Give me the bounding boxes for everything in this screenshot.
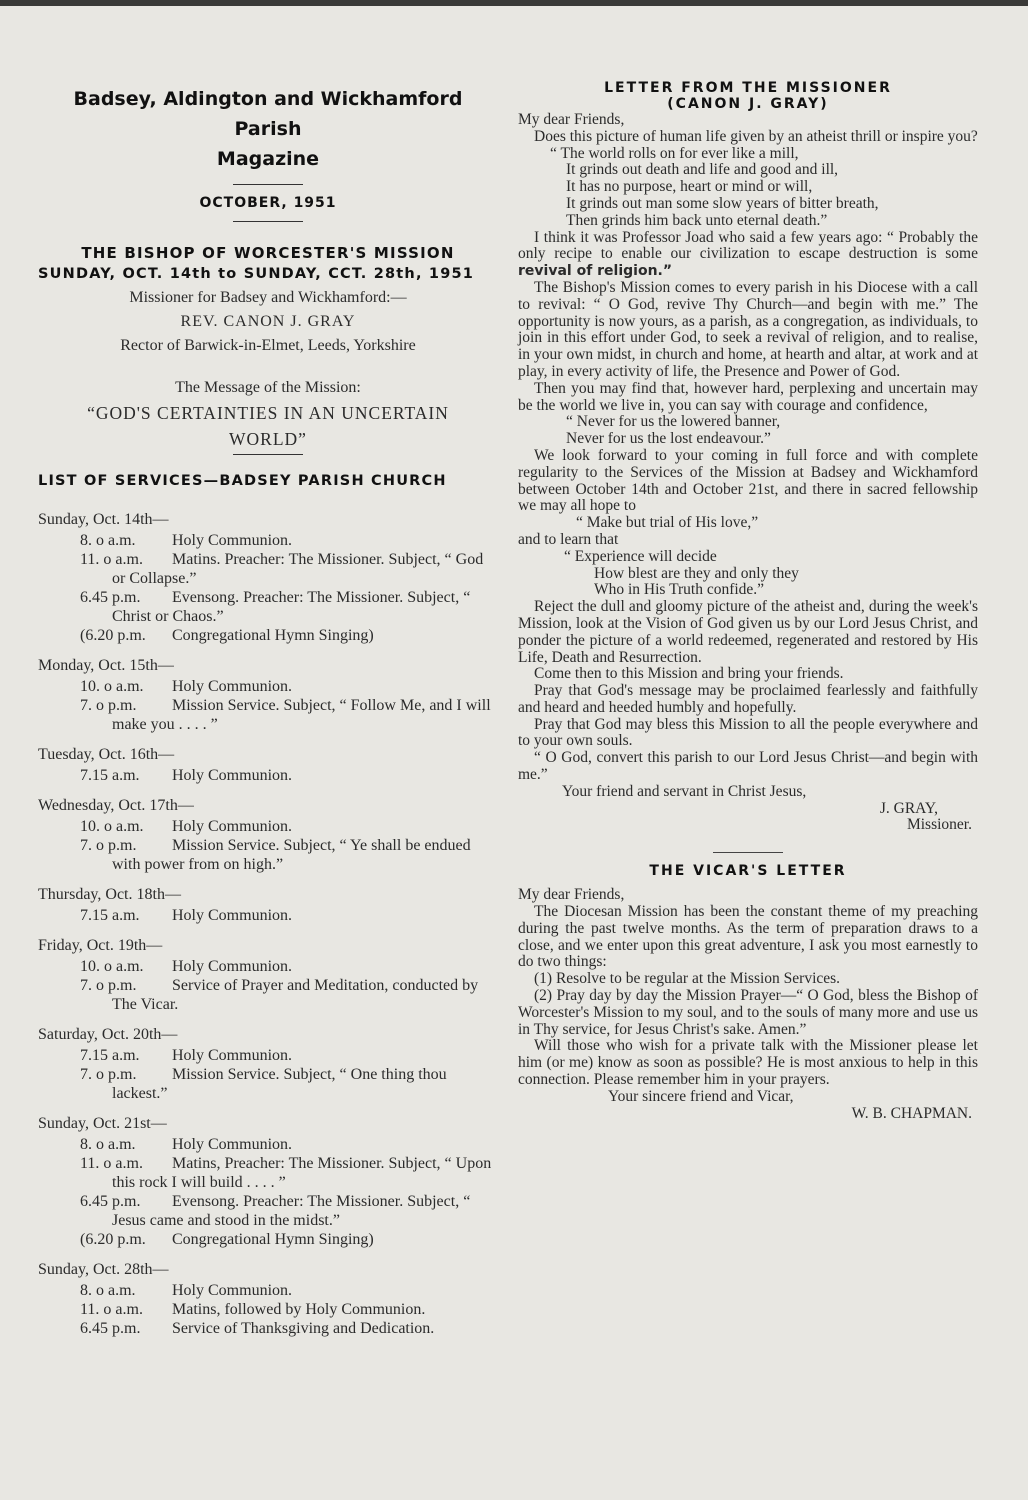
service-entry: [80, 817, 498, 836]
poem-line: How blest are they and only they: [594, 564, 799, 582]
service-entry: [80, 531, 498, 550]
message-line-2: WORLD”: [229, 429, 307, 449]
service-description: Evensong. Preacher: The Missioner. Subject, “ Christ or Chaos.”: [112, 589, 471, 625]
service-description: Holy Communion.: [172, 818, 293, 835]
service-time: 8. o a.m.: [80, 1282, 136, 1299]
service-day-label: Friday, Oct. 19th—: [38, 937, 163, 954]
poem-line: “ Experience will decide: [564, 547, 717, 565]
signature: W. B. CHAPMAN.: [851, 1104, 972, 1122]
missioner-letter-heading: LETTER FROM THE MISSIONER: [604, 80, 892, 96]
service-day-label: Tuesday, Oct. 16th—: [38, 746, 175, 763]
mission-title: THE BISHOP OF WORCESTER'S MISSION: [81, 244, 455, 262]
salutation: My dear Friends,: [518, 886, 625, 904]
paragraph: I think it was Professor Joad who said a few years ago: “ Probably the only recipe to enable our civilization to escape destruction is some revival of religion.”: [518, 228, 978, 280]
service-time: 6.45 p.m.: [80, 589, 141, 606]
service-entry: [80, 1135, 498, 1154]
paragraph: Come then to this Mission and bring your friends.: [534, 665, 844, 683]
revival-emphasis: revival of religion.”: [518, 263, 673, 280]
service-day-label: Sunday, Oct. 28th—: [38, 1261, 169, 1278]
service-description: Mission Service. Subject, “ Ye shall be endued with power from on high.”: [112, 837, 471, 873]
service-entry: [80, 1192, 498, 1230]
signature-role: Missioner.: [906, 816, 972, 834]
service-time: 7. o p.m.: [80, 977, 137, 994]
paragraph: We look forward to your coming in full force and with complete regularity to the Services of the Mission at Badsey and Wickhamford between October 14th and October 21st, and there in sacred fellowship we may all hope to: [518, 446, 978, 515]
missioner-name: REV. CANON J. GRAY: [180, 313, 356, 330]
service-entry: [80, 836, 498, 874]
service-entry: [80, 1065, 498, 1103]
poem: [518, 549, 978, 599]
service-day: [38, 1259, 498, 1338]
service-entry: [80, 1154, 498, 1192]
service-description: Holy Communion.: [172, 958, 293, 975]
service-time: 7.15 a.m.: [80, 907, 140, 924]
service-description: Holy Communion.: [172, 1282, 293, 1299]
service-time: 6.45 p.m.: [80, 1320, 141, 1337]
service-day-label: Sunday, Oct. 21st—: [38, 1115, 167, 1132]
service-day: [38, 509, 498, 645]
poem: [518, 146, 978, 230]
poem-line: “ Make but trial of His love,”: [576, 514, 759, 532]
divider: [233, 221, 303, 222]
service-entry: [80, 626, 498, 645]
service-description: Matins, Preacher: The Missioner. Subject, “ Upon this rock I will build . . . . ”: [112, 1155, 492, 1191]
service-description: Service of Thanksgiving and Dedication.: [172, 1320, 435, 1337]
service-day-label: Thursday, Oct. 18th—: [38, 886, 181, 903]
divider: [233, 454, 303, 455]
service-time: 10. o a.m.: [80, 678, 144, 695]
service-time: 10. o a.m.: [80, 818, 144, 835]
paragraph: Reject the dull and gloomy picture of the atheist and, during the week's Mission, look at the Vision of God given us by our Lord Jesus Christ, and ponder the picture of a world redeemed, regenerated and restored by His Life, Death and Resurrection.: [518, 598, 978, 666]
service-description: Holy Communion.: [172, 907, 293, 924]
service-day-label: Sunday, Oct. 14th—: [38, 511, 169, 528]
vicar-letter-heading: THE VICAR'S LETTER: [649, 863, 847, 880]
poem-line: “ The world rolls on for ever like a mill,: [550, 144, 799, 162]
salutation: My dear Friends,: [518, 111, 625, 128]
poem: [518, 414, 978, 448]
service-entry: [80, 1300, 498, 1319]
service-description: Mission Service. Subject, “ Follow Me, and I will make you . . . . ”: [112, 697, 491, 733]
service-day: [38, 1113, 498, 1249]
missioner-for: Missioner for Badsey and Wickhamford:—: [129, 289, 407, 306]
service-entry: [80, 550, 498, 588]
service-entry: [80, 1046, 498, 1065]
poem-line: It grinds out man some slow years of bitter breath,: [566, 194, 879, 212]
service-time: 11. o a.m.: [80, 1301, 143, 1318]
paragraph: The Diocesan Mission has been the constant theme of my preaching during the past twelve months. As the term of preparation draws to a close, and we enter upon this great adventure, I ask you most earnestly to do two things:: [518, 903, 978, 971]
right-column: [518, 80, 978, 1122]
paragraph: Does this picture of human life given by an atheist thrill or inspire you?: [534, 127, 978, 145]
poem-line: Who in His Truth confide.”: [594, 581, 765, 599]
left-column: [38, 84, 498, 1348]
service-time: 10. o a.m.: [80, 958, 144, 975]
poem: [518, 515, 978, 532]
service-entry: [80, 1319, 498, 1338]
paragraph: The Bishop's Mission comes to every parish in his Diocese with a call to revival: “ O God, revive Thy Church—and begin with me.” The opportunity is now yours, as a parish, as a congregation, as individuals, to join in this effort under God, to seek a revival of religion, and to realise, in your own midst, in church and home, at hearth and altar, at work and at play, in every activity of life, the Presence and Power of God.: [518, 278, 978, 380]
paragraph: (1) Resolve to be regular at the Mission Services.: [534, 970, 841, 988]
service-time: 8. o a.m.: [80, 532, 136, 549]
poem-line: “ Never for us the lowered banner,: [566, 413, 781, 431]
service-description: Holy Communion.: [172, 678, 293, 695]
service-description: Matins. Preacher: The Missioner. Subject, “ God or Collapse.”: [112, 551, 484, 587]
service-description: Holy Communion.: [172, 767, 293, 784]
service-entry: [80, 677, 498, 696]
paragraph: and to learn that: [518, 530, 619, 548]
paragraph: Then you may find that, however hard, perplexing and uncertain may be the world we live in, you can say with courage and confidence,: [518, 379, 978, 414]
paragraph: “ O God, convert this parish to our Lord Jesus Christ—and begin with me.”: [518, 749, 978, 784]
service-description: Evensong. Preacher: The Missioner. Subject, “ Jesus came and stood in the midst.”: [112, 1193, 471, 1229]
masthead-title: Badsey, Aldington and Wickhamford Parish: [73, 88, 463, 140]
missioner-letter-subheading: (CANON J. GRAY): [667, 96, 829, 112]
issue-date: OCTOBER, 1951: [199, 195, 337, 211]
service-description: Holy Communion.: [172, 532, 293, 549]
service-time: (6.20 p.m.: [80, 1231, 146, 1248]
service-time: 7.15 a.m.: [80, 1047, 140, 1064]
page-top-edge: [0, 0, 1028, 6]
poem-line: Never for us the lost endeavour.”: [566, 430, 771, 448]
poem-line: It grinds out death and life and good and ill,: [566, 161, 839, 179]
service-day: [38, 795, 498, 874]
service-entry: [80, 1230, 498, 1249]
service-description: Mission Service. Subject, “ One thing thou lackest.”: [112, 1066, 447, 1102]
service-day: [38, 884, 498, 925]
rector: Rector of Barwick-in-Elmet, Leeds, Yorkshire: [120, 337, 416, 354]
masthead-subtitle: Magazine: [216, 148, 320, 170]
service-description: Holy Communion.: [172, 1047, 293, 1064]
service-entry: [80, 906, 498, 925]
service-time: 7.15 a.m.: [80, 767, 140, 784]
service-description: Matins, followed by Holy Communion.: [172, 1301, 426, 1318]
message-label: The Message of the Mission:: [175, 379, 361, 396]
service-time: 8. o a.m.: [80, 1136, 136, 1153]
service-entry: [80, 696, 498, 734]
service-description: Congregational Hymn Singing): [172, 1231, 374, 1248]
service-day: [38, 935, 498, 1014]
service-day: [38, 655, 498, 734]
mission-dates: SUNDAY, OCT. 14th to SUNDAY, CCT. 28th, 1951: [38, 266, 475, 282]
signature: J. GRAY,: [879, 799, 938, 817]
closing: Your sincere friend and Vicar,: [608, 1087, 794, 1105]
paragraph: Pray that God may bless this Mission to all the people everywhere and to your own souls.: [518, 715, 978, 750]
service-entry: [80, 1281, 498, 1300]
service-time: 7. o p.m.: [80, 1066, 137, 1083]
service-time: 7. o p.m.: [80, 697, 137, 714]
service-day-label: Wednesday, Oct. 17th—: [38, 797, 194, 814]
message-line-1: “GOD'S CERTAINTIES IN AN UNCERTAIN: [87, 403, 449, 423]
service-time: 11. o a.m.: [80, 1155, 143, 1172]
service-description: Holy Communion.: [172, 1136, 293, 1153]
paragraph: Will those who wish for a private talk with the Missioner please let him (or me) know as soon as possible? He is most anxious to help in this connection. Please remember him in your prayers.: [518, 1037, 978, 1089]
service-day: [38, 1024, 498, 1103]
services-heading: LIST OF SERVICES—BADSEY PARISH CHURCH: [38, 473, 447, 489]
paragraph: (2) Pray day by day the Mission Prayer—“ O God, bless the Bishop of Worcester's Mission to my soul, and to the souls of many more and use us in Thy service, for Jesus Christ's sake. Amen.”: [518, 987, 978, 1038]
service-entry: [80, 976, 498, 1014]
services-list: [38, 509, 498, 1338]
closing: Your friend and servant in Christ Jesus,: [562, 782, 807, 800]
service-day-label: Saturday, Oct. 20th—: [38, 1026, 178, 1043]
service-description: Congregational Hymn Singing): [172, 627, 374, 644]
divider: [713, 852, 783, 853]
service-description: Service of Prayer and Meditation, conducted by The Vicar.: [112, 977, 479, 1013]
service-time: 6.45 p.m.: [80, 1193, 141, 1210]
service-time: 7. o p.m.: [80, 837, 137, 854]
service-day: [38, 744, 498, 785]
paragraph: Pray that God's message may be proclaimed fearlessly and faithfully and heard and heeded humbly and hopefully.: [518, 682, 978, 716]
service-time: 11. o a.m.: [80, 551, 143, 568]
divider: [233, 184, 303, 185]
service-entry: [80, 766, 498, 785]
poem-line: It has no purpose, heart or mind or will,: [566, 178, 813, 196]
poem-line: Then grinds him back unto eternal death.”: [566, 211, 828, 229]
service-entry: [80, 588, 498, 626]
service-entry: [80, 957, 498, 976]
service-day-label: Monday, Oct. 15th—: [38, 657, 174, 674]
service-time: (6.20 p.m.: [80, 627, 146, 644]
